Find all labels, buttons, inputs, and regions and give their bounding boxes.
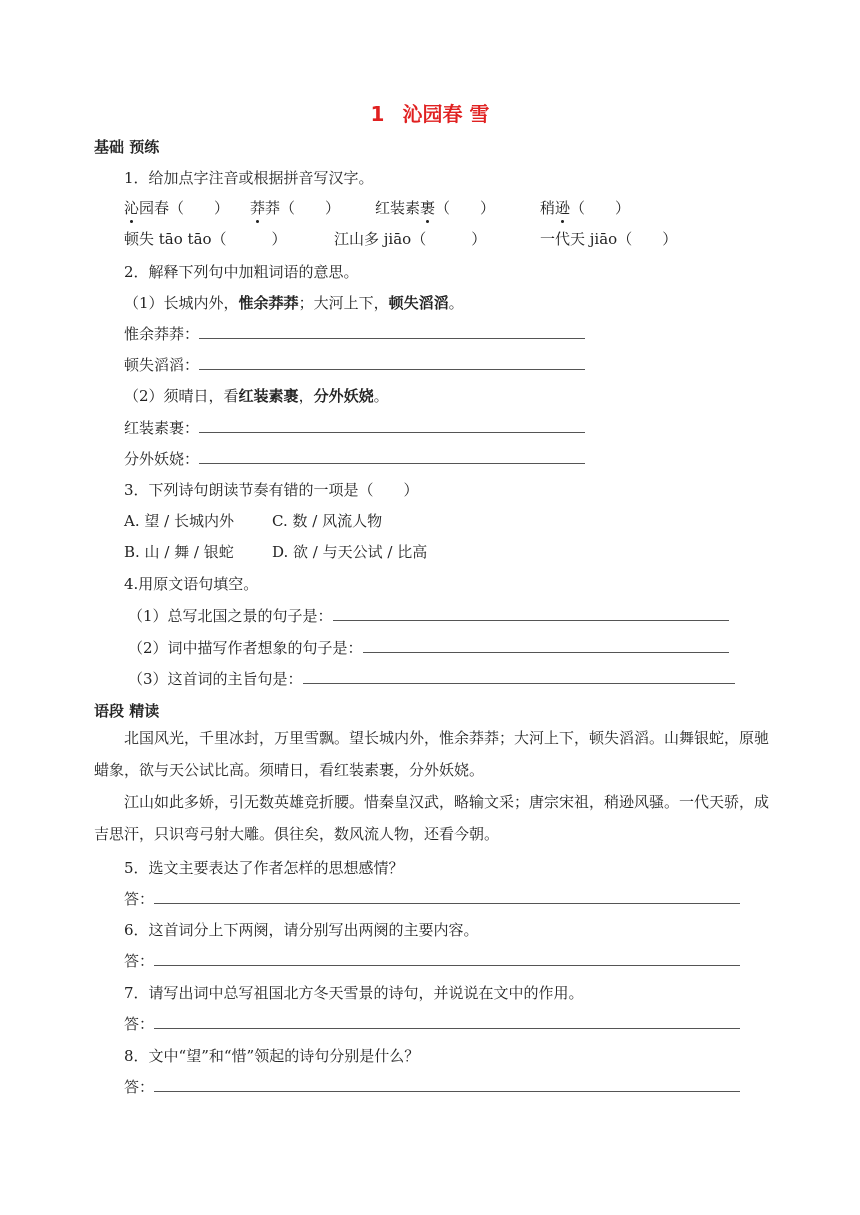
q1-item-5: 顿失 tāo tāo（ ） — [124, 230, 287, 248]
q1-item-4: 稍逊（ ） — [540, 199, 631, 217]
q2-sentence-1: （1）长城内外，惟余莽莽；大河上下，顿失滔滔。 — [124, 294, 464, 312]
answer-line[interactable] — [303, 669, 735, 684]
lesson-title: 沁园春 雪 — [402, 102, 490, 126]
q1-item-2: 莽莽（ ） — [250, 199, 341, 217]
q4-item-1: （1）总写北国之景的句子是： — [128, 606, 729, 626]
answer-line[interactable] — [199, 418, 585, 433]
q4-item-3: （3）这首词的主旨句是： — [128, 669, 735, 689]
q2-term-2: 顿失滔滔： — [124, 355, 585, 375]
q2-term-1: 惟余莽莽： — [124, 324, 585, 344]
q6-answer: 答： — [124, 951, 740, 971]
answer-line[interactable] — [333, 606, 729, 621]
q3-option-c: C. 数 / 风流人物 — [272, 512, 383, 530]
q2-term-3: 红装素裹： — [124, 418, 585, 438]
q1-item-3: 红装素裹（ ） — [375, 199, 496, 217]
page-title — [0, 98, 860, 127]
q4-prompt: 4.用原文语句填空。 — [124, 575, 259, 593]
q6-prompt: 6．这首词分上下两阕，请分别写出两阕的主要内容。 — [124, 921, 479, 939]
q8-answer: 答： — [124, 1077, 740, 1097]
q1-item-7: 一代天 jiāo（ ） — [540, 230, 678, 248]
lesson-number: 1 — [370, 102, 385, 126]
q5-prompt: 5．选文主要表达了作者怎样的思想感情？ — [124, 859, 404, 877]
q7-answer: 答： — [124, 1014, 740, 1034]
q4-item-2: （2）词中描写作者想象的句子是： — [128, 638, 729, 658]
answer-line[interactable] — [154, 1014, 740, 1029]
answer-line[interactable] — [199, 449, 585, 464]
q1-prompt: 1．给加点字注音或根据拼音写汉字。 — [124, 169, 374, 187]
q3-prompt: 3．下列诗句朗读节奏有错的一项是（ ） — [124, 481, 419, 499]
passage-paragraph-1: 北国风光，千里冰封，万里雪飘。望长城内外，惟余莽莽；大河上下，顿失滔滔。山舞银蛇，原驰蜡象，欲与天公试比高。须晴日，看红装素裹，分外妖娆。 — [94, 729, 770, 779]
answer-line[interactable] — [154, 1077, 740, 1092]
section-heading-basic: 基础 预练 — [94, 138, 160, 156]
q2-prompt: 2．解释下列句中加粗词语的意思。 — [124, 263, 359, 281]
q8-prompt: 8．文中“望”和“惜”领起的诗句分别是什么？ — [124, 1047, 420, 1065]
q3-option-b: B. 山 / 舞 / 银蛇 — [124, 543, 234, 561]
q7-prompt: 7．请写出词中总写祖国北方冬天雪景的诗句，并说说在文中的作用。 — [124, 984, 584, 1002]
answer-line[interactable] — [199, 324, 585, 339]
q3-option-d: D. 欲 / 与天公试 / 比高 — [272, 543, 428, 561]
q1-item-6: 江山多 jiāo（ ） — [334, 230, 487, 248]
q3-option-a: A. 望 / 长城内外 — [124, 512, 234, 530]
answer-line[interactable] — [363, 638, 729, 653]
section-heading-reading: 语段 精读 — [94, 702, 160, 720]
answer-line[interactable] — [154, 889, 740, 904]
answer-line[interactable] — [199, 355, 585, 370]
q2-sentence-2: （2）须晴日，看红装素裹，分外妖娆。 — [124, 387, 389, 405]
passage-paragraph-2: 江山如此多娇，引无数英雄竞折腰。惜秦皇汉武，略输文采；唐宗宋祖，稍逊风骚。一代天骄，成吉思汗，只识弯弓射大雕。俱往矣，数风流人物，还看今朝。 — [94, 793, 770, 843]
q5-answer: 答： — [124, 889, 740, 909]
q2-term-4: 分外妖娆： — [124, 449, 585, 469]
q1-item-1: 沁园春（ ） — [124, 199, 230, 217]
answer-line[interactable] — [154, 951, 740, 966]
